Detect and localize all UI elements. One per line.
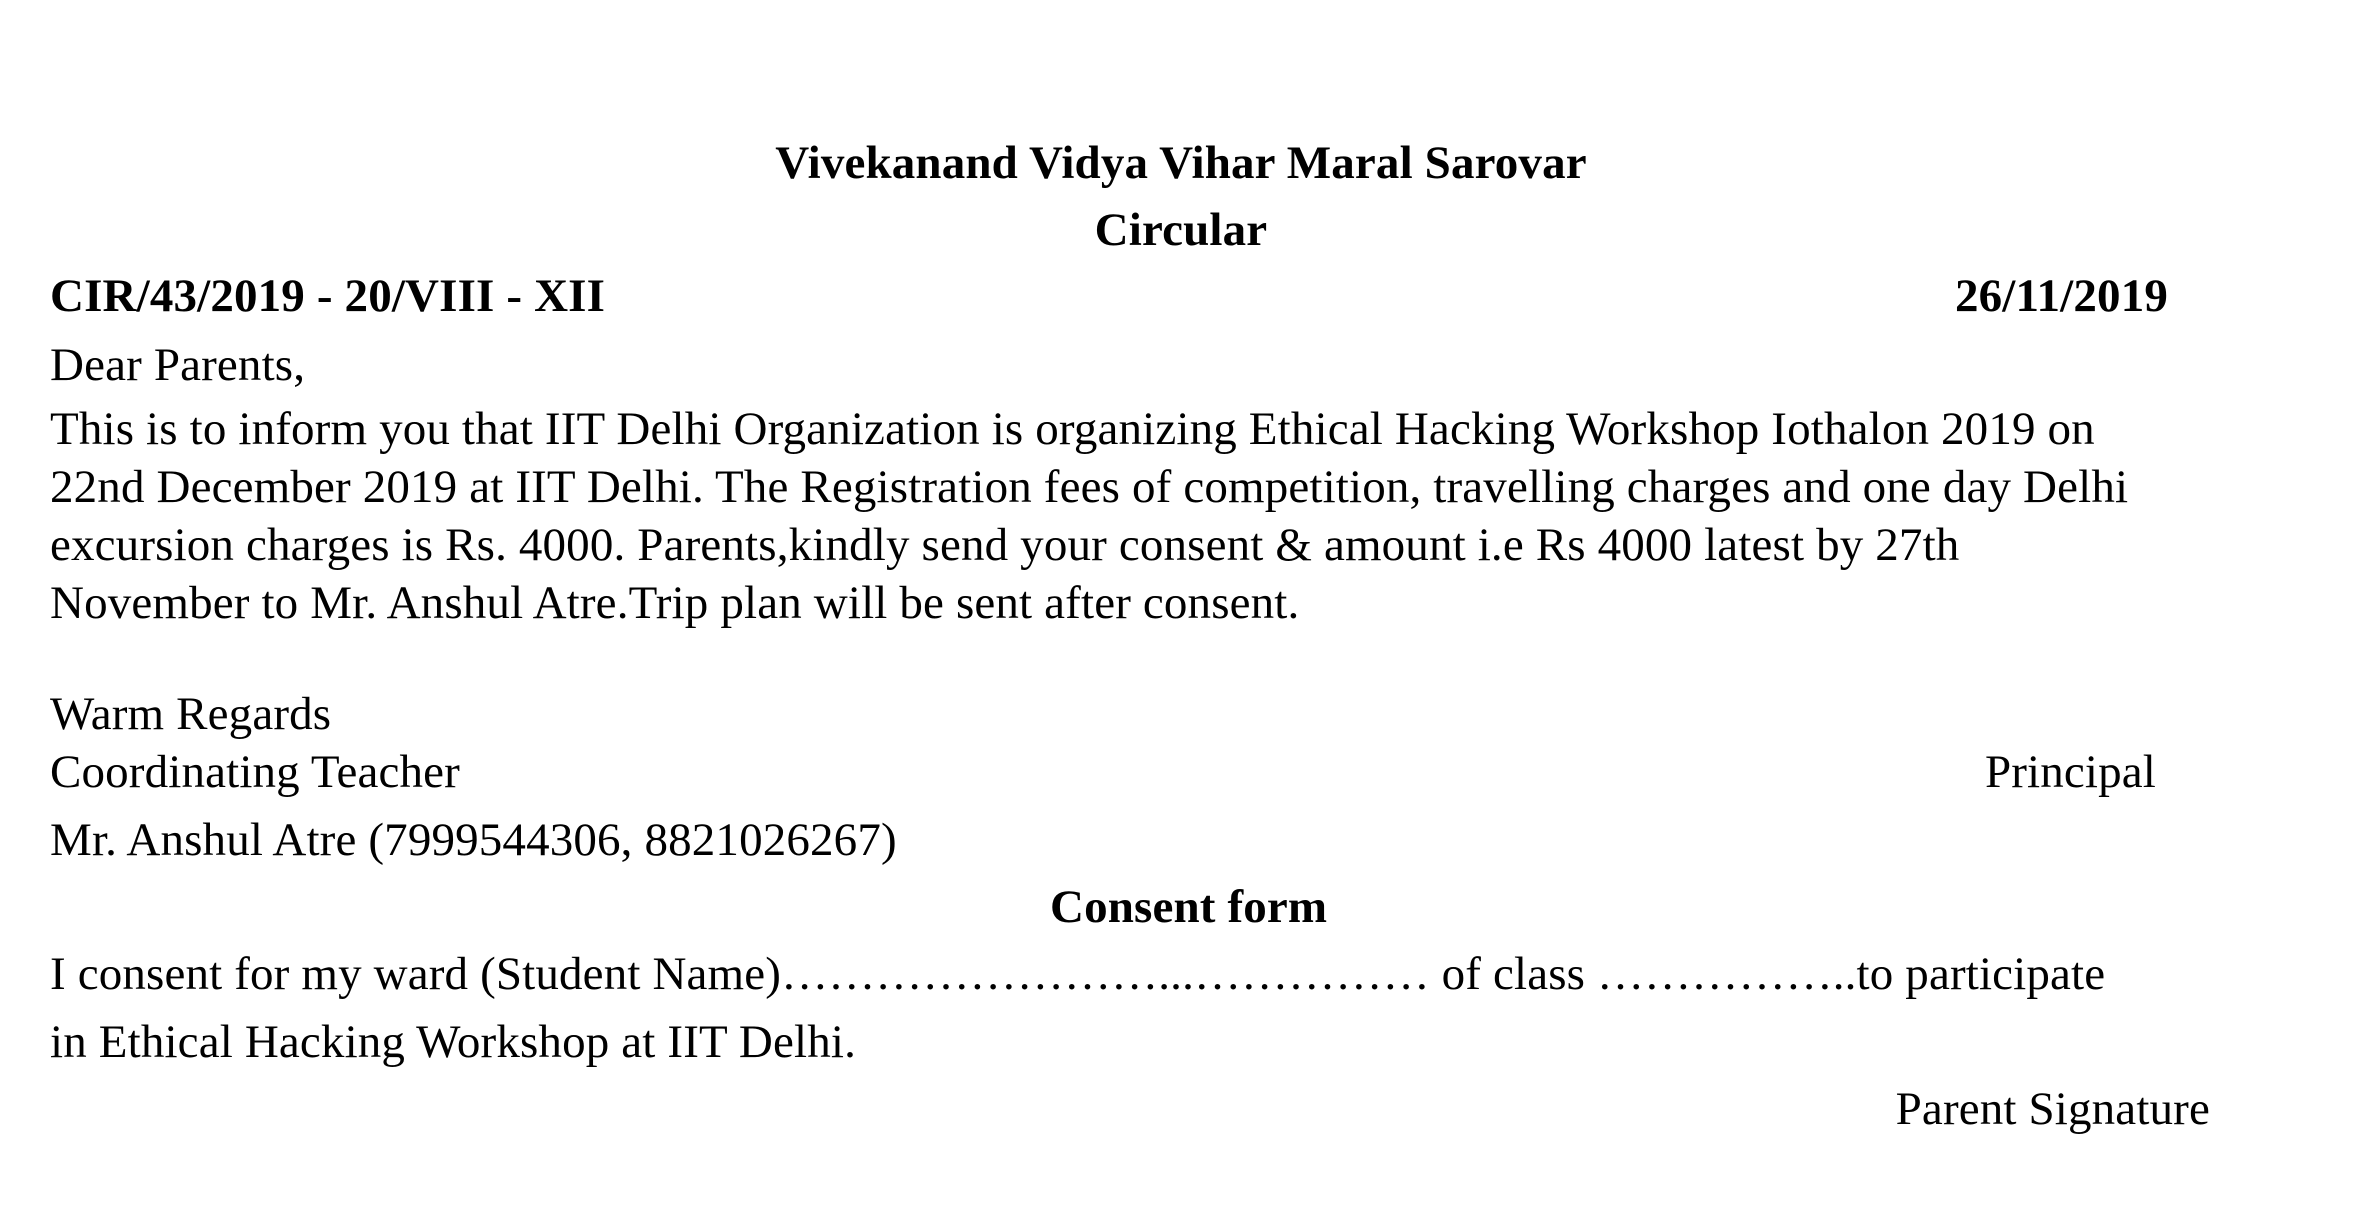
salutation: Dear Parents,: [50, 339, 306, 391]
closing-regards: Warm Regards: [50, 688, 332, 740]
consent-form-title: Consent form: [1050, 881, 1328, 933]
circular-reference-number: CIR/43/2019 - 20/VIII - XII: [50, 270, 606, 322]
body-line-2: 22nd December 2019 at IIT Delhi. The Registration fees of competition, travelling charges and one day Delhi: [50, 461, 2129, 513]
consent-statement-line-1: I consent for my ward (Student Name)……………………...…………… of class ……………..to participate: [50, 948, 2106, 1000]
teacher-contact: Mr. Anshul Atre (7999544306, 8821026267): [50, 814, 897, 866]
consent-statement-line-2: in Ethical Hacking Workshop at IIT Delhi.: [50, 1016, 856, 1068]
school-name: Vivekanand Vidya Vihar Maral Sarovar: [775, 137, 1587, 189]
body-line-4: November to Mr. Anshul Atre.Trip plan will be sent after consent.: [50, 577, 1300, 629]
body-line-1: This is to inform you that IIT Delhi Organization is organizing Ethical Hacking Workshop Iothalon 2019 on: [50, 403, 2095, 455]
circular-date: 26/11/2019: [1954, 270, 2168, 322]
signatory-coordinating-teacher: Coordinating Teacher: [50, 746, 460, 798]
signatory-principal: Principal: [1984, 746, 2156, 798]
document-type-heading: Circular: [1094, 204, 1268, 256]
parent-signature-label: Parent Signature: [1895, 1083, 2210, 1135]
body-line-3: excursion charges is Rs. 4000. Parents,kindly send your consent & amount i.e Rs 4000 latest by 27th: [50, 519, 1960, 571]
